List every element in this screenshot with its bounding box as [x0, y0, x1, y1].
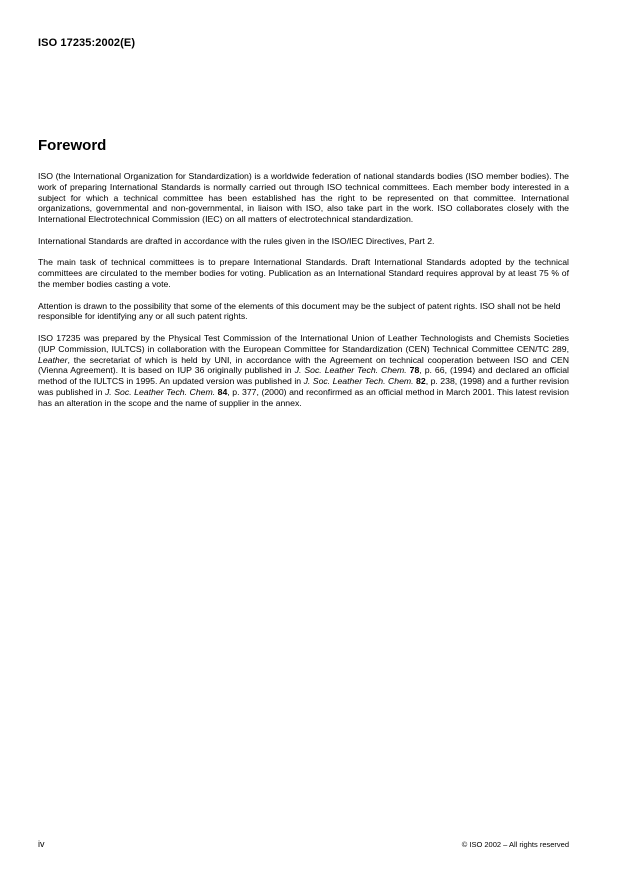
journal-volume: 82 — [416, 376, 426, 387]
text-segment: ISO 17235 was prepared by the Physical Test Commission of the International Union of Leather Technologists and Chemists Societies (IUP Commission, IULTCS) in collaboration with the European Committee for Standardization (CEN) Technical Committee CEN/TC 289, — [38, 332, 569, 354]
paragraph-directives: International Standards are drafted in accordance with the rules given in the ISO/IEC Directives, Part 2. — [38, 235, 435, 246]
paragraph-iso-17235-preparation — [38, 333, 569, 409]
paragraph-patent-rights: Attention is drawn to the possibility that some of the elements of this document may be the subject of patent rights. ISO shall not be held responsible for identifying any or all such patent rights. — [38, 300, 561, 322]
text-segment: , p. 238, (1998) and a further revision was published in — [38, 376, 569, 397]
journal-name: J. Soc. Leather Tech. Chem. — [104, 386, 216, 397]
copyright-notice: © ISO 2002 – All rights reserved — [461, 840, 569, 849]
page-number: iv — [38, 839, 45, 849]
journal-name: J. Soc. Leather Tech. Chem. — [303, 376, 414, 387]
text-segment: , p. 377, (2000) and reconfirmed as an official method in March 2001. This latest revision has an alteration in the scope and the name of supplier in the annex. — [38, 386, 569, 408]
text-segment: , the secretariat of which is held by UNI, in accordance with the Agreement on technical cooperation between ISO and CEN (Vienna Agreement). It is based on IUP 36 originally published in — [38, 354, 569, 376]
text-segment: , p. 66, (1994) and declared an official method of the IULTCS in 1995. An updated version was published in — [38, 365, 569, 387]
committee-title-leather: Leather — [38, 354, 68, 365]
paragraph-iso-federation: ISO (the International Organization for Standardization) is a worldwide federation of national standards bodies (ISO member bodies). The work of preparing International Standards is normally carried out through ISO technical committees. Each member body interested in a subject for which a technical committee has been established has the right to be represented on that committee. International organizations, governmental and non-governmental, in liaison with ISO, also take part in the work. ISO collaborates closely with the International Electrotechnical Commission (IEC) on all matters of electrotechnical standardization. — [38, 171, 569, 225]
paragraph-technical-committees: The main task of technical committees is to prepare International Standards. Draft International Standards adopted by the technical committees are circulated to the member bodies for voting. Publication as an International Standard requires approval by at least 75 % of the member bodies casting a vote. — [38, 257, 569, 289]
document-id-header: ISO 17235:2002(E) — [38, 37, 136, 49]
journal-volume: 84 — [217, 386, 228, 397]
journal-name: J. Soc. Leather Tech. Chem. — [294, 365, 407, 376]
page-title: Foreword — [38, 137, 107, 154]
journal-volume: 78 — [409, 365, 420, 376]
foreword-body — [38, 171, 569, 419]
